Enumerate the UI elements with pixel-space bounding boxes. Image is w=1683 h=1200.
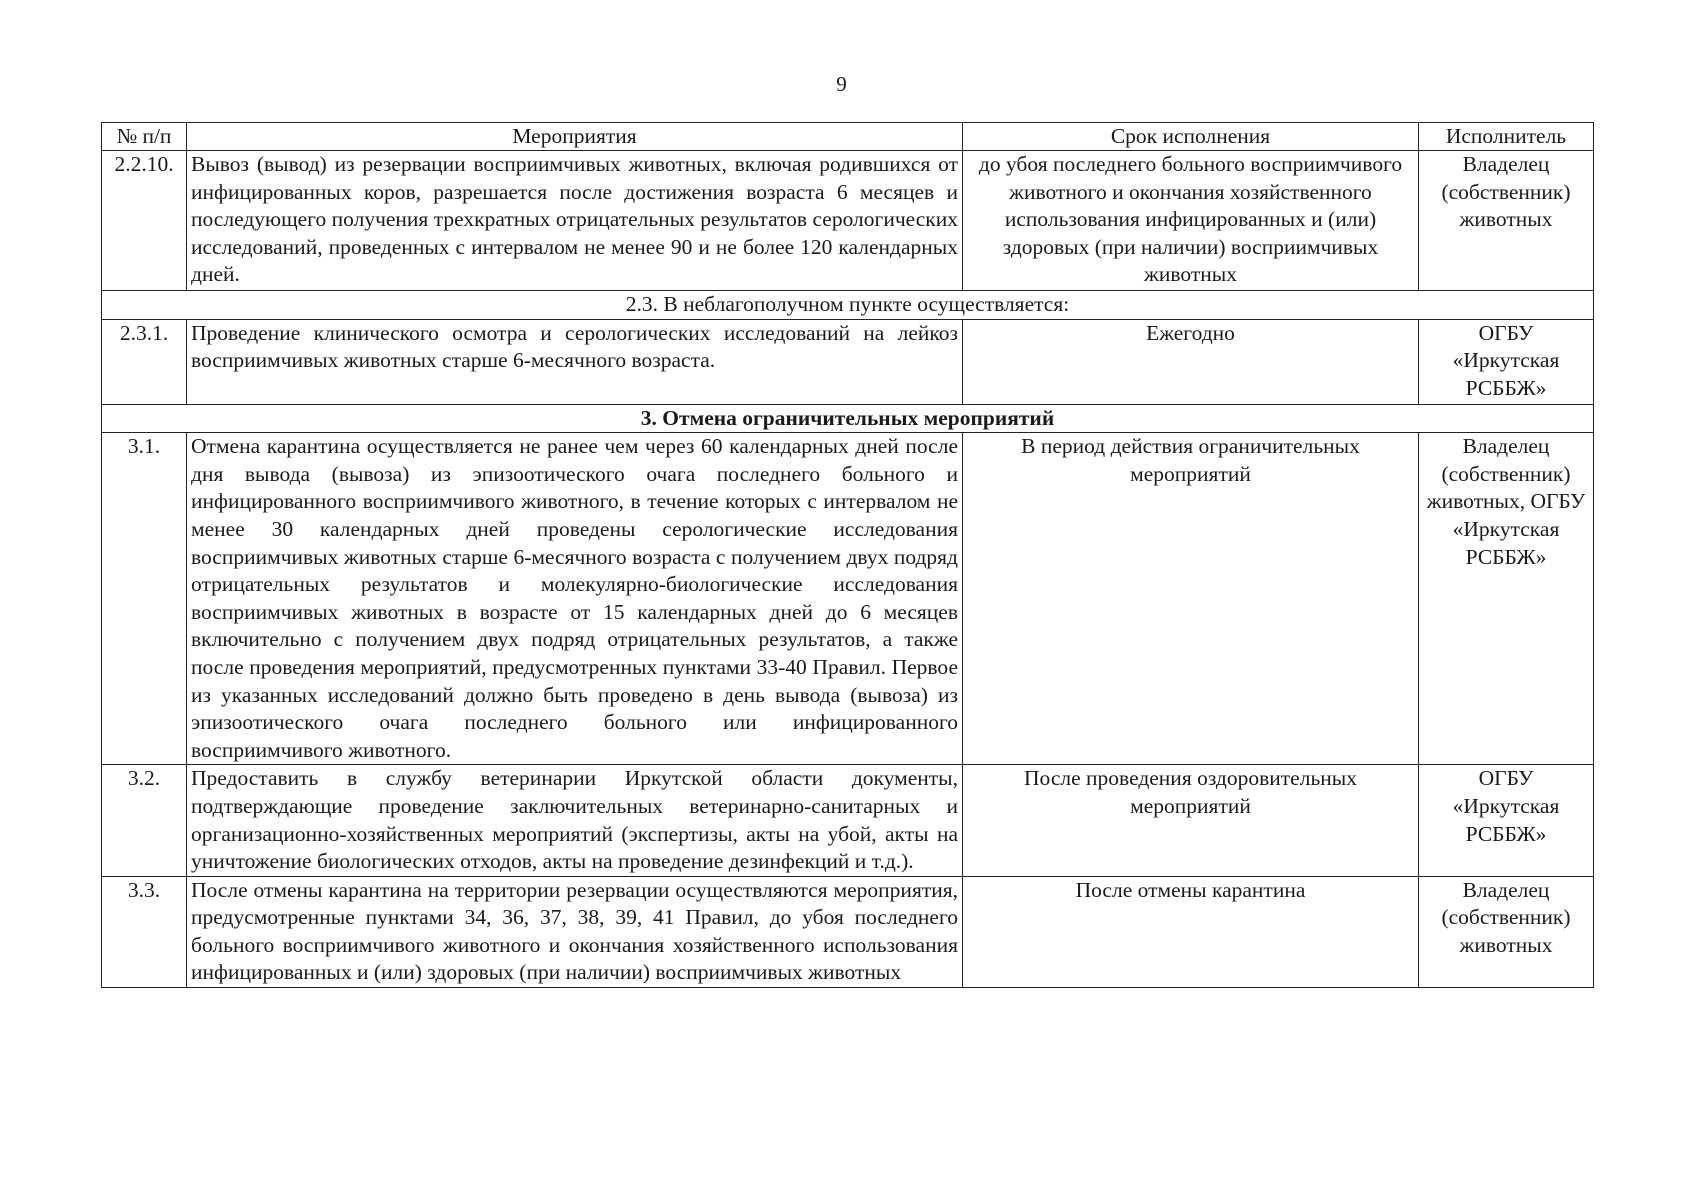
row-number: 3.3. <box>102 876 187 987</box>
table-header-row <box>102 123 1594 151</box>
section-title: 3. Отмена ограничительных мероприятий <box>102 404 1594 433</box>
header-executor: Исполнитель <box>1419 123 1594 151</box>
table-row <box>102 433 1594 765</box>
row-executor: Владелец (собственник) животных <box>1419 876 1594 987</box>
row-number: 2.3.1. <box>102 319 187 404</box>
measures-table <box>101 122 1594 988</box>
header-number: № п/п <box>102 123 187 151</box>
row-number: 3.2. <box>102 765 187 876</box>
row-action: Вывоз (вывод) из резервации восприимчивых животных, включая родившихся от инфицированных коров, разрешается после достижения возраста 6 месяцев и последующего получения трехкратных отрицательных результатов серологических исследований, проведенных с интервалом не менее 90 и не более 120 календарных дней. <box>187 151 963 291</box>
row-action: Отмена карантина осуществляется не ранее чем через 60 календарных дней после дня вывода (вывоза) из эпизоотического очага последнего больного и инфицированного восприимчивого животного, в течение которых с интервалом не менее 30 календарных дней проведены серологические исследования восприимчивых животных старше 6-месячного возраста с получением двух подряд отрицательных результатов и молекулярно-биологические исследования восприимчивых животных в возрасте от 15 календарных дней до 6 месяцев включительно с получением двух подряд отрицательных результатов, а также после проведения мероприятий, предусмотренных пунктами 33-40 Правил. Первое из указанных исследований должно быть проведено в день вывода (вывоза) из эпизоотического очага последнего больного или инфицированного восприимчивого животного. <box>187 433 963 765</box>
row-deadline: После отмены карантина <box>963 876 1419 987</box>
row-number: 3.1. <box>102 433 187 765</box>
row-number: 2.2.10. <box>102 151 187 291</box>
section-title: 2.3. В неблагополучном пункте осуществляется: <box>102 291 1594 320</box>
row-executor: Владелец (собственник) животных, ОГБУ «Иркутская РСББЖ» <box>1419 433 1594 765</box>
table-row <box>102 765 1594 876</box>
section-row <box>102 291 1594 320</box>
row-action: Проведение клинического осмотра и серологических исследований на лейкоз восприимчивых животных старше 6-месячного возраста. <box>187 319 963 404</box>
row-action: Предоставить в службу ветеринарии Иркутской области документы, подтверждающие проведение заключительных ветеринарно-санитарных и организационно-хозяйственных мероприятий (экспертизы, акты на убой, акты на уничтожение биологических отходов, акты на проведение дезинфекций и т.д.). <box>187 765 963 876</box>
page-number: 9 <box>836 72 847 96</box>
row-executor: ОГБУ «Иркутская РСББЖ» <box>1419 319 1594 404</box>
table-row <box>102 876 1594 987</box>
row-action: После отмены карантина на территории резервации осуществляются мероприятия, предусмотренные пунктами 34, 36, 37, 38, 39, 41 Правил, до убоя последнего больного восприимчивого животного и окончания хозяйственного использования инфицированных и (или) здоровых (при наличии) восприимчивых животных <box>187 876 963 987</box>
header-deadline: Срок исполнения <box>963 123 1419 151</box>
row-deadline: до убоя последнего больного восприимчивого животного и окончания хозяйственного использования инфицированных и (или) здоровых (при наличии) восприимчивых животных <box>963 151 1419 291</box>
row-deadline: Ежегодно <box>963 319 1419 404</box>
row-executor: ОГБУ «Иркутская РСББЖ» <box>1419 765 1594 876</box>
row-executor: Владелец (собственник) животных <box>1419 151 1594 291</box>
table-row <box>102 151 1594 291</box>
header-measures: Мероприятия <box>187 123 963 151</box>
table-row <box>102 319 1594 404</box>
row-deadline: В период действия ограничительных мероприятий <box>963 433 1419 765</box>
row-deadline: После проведения оздоровительных мероприятий <box>963 765 1419 876</box>
section-row <box>102 404 1594 433</box>
